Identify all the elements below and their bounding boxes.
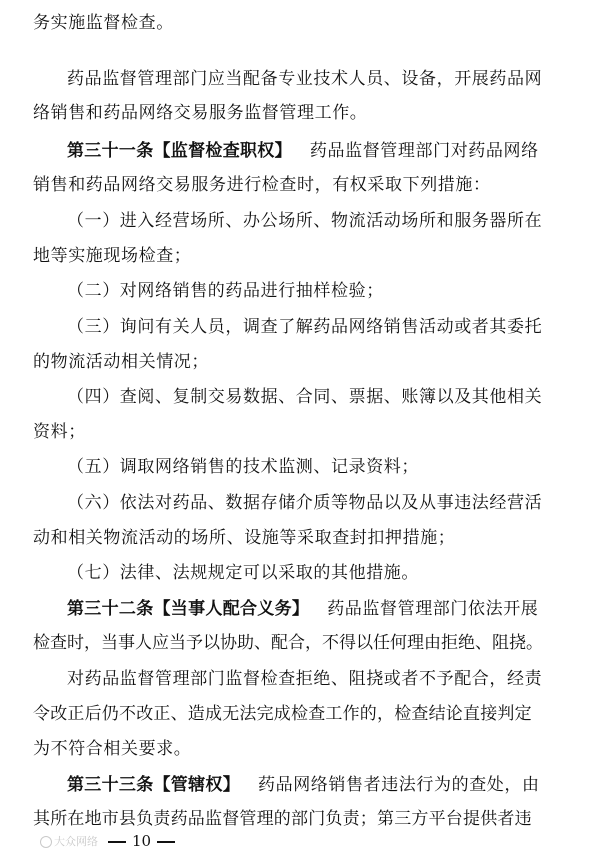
text-line: 络销售和药品网络交易服务监督管理工作。 — [33, 103, 368, 123]
watermark — [40, 829, 98, 855]
list-item: （七）法律、法规规定可以采取的其他措施。 — [67, 563, 419, 583]
article-31-heading — [0, 136, 539, 166]
text-line: 的物流活动相关情况； — [33, 352, 209, 372]
page-footer — [40, 828, 181, 854]
dash-left — [108, 841, 126, 843]
text-line: 令改正后仍不改正、造成无法完成检查工作的，检查结论直接判定 — [33, 704, 532, 724]
article-number: 第三十三条 — [67, 775, 154, 795]
watermark-icon — [40, 836, 52, 848]
text-line: 药品监督管理部门对药品网络 — [309, 141, 539, 161]
text-line: 药品监督管理部门依法开展 — [327, 599, 539, 619]
list-item: （五）调取网络销售的技术监测、记录资料； — [67, 457, 419, 477]
article-number: 第三十一条 — [67, 141, 154, 161]
article-title: 【管辖权】 — [153, 775, 240, 795]
text-line: 药品监督管理部门应当配备专业技术人员、设备，开展药品网 — [67, 69, 543, 89]
watermark-text: 大众网络 — [54, 835, 98, 848]
text-line: 务实施监督检查。 — [33, 13, 174, 33]
text-line: 检查时，当事人应当予以协助、配合，不得以任何理由拒绝、阻挠。 — [33, 633, 543, 653]
article-number: 第三十二条 — [67, 599, 154, 619]
article-33-heading — [0, 770, 540, 800]
text-line: 药品网络销售者违法行为的查处，由 — [258, 775, 540, 795]
text-line: 对药品监督管理部门监督检查拒绝、阻挠或者不予配合，经责 — [67, 669, 543, 689]
list-item: （二）对网络销售的药品进行抽样检验； — [67, 281, 384, 301]
list-item: （三）询问有关人员，调查了解药品网络销售活动或者其委托 — [67, 317, 543, 337]
article-32-heading — [0, 594, 538, 624]
list-item: （六）依法对药品、数据存储介质等物品以及从事违法经营活 — [67, 493, 543, 513]
text-line: 动和相关物流活动的场所、设施等采取查封扣押措施； — [33, 528, 456, 548]
list-item: （四）查阅、复制交易数据、合同、票据、账簿以及其他相关 — [67, 387, 543, 407]
page-number: 10 — [132, 832, 152, 850]
text-line: 为不符合相关要求。 — [33, 739, 192, 759]
text-line: 其所在地市县负责药品监督管理的部门负责；第三方平台提供者违 — [33, 809, 532, 829]
article-title: 【监督检查职权】 — [153, 141, 292, 161]
list-item: （一）进入经营场所、办公场所、物流活动场所和服务器所在 — [67, 211, 543, 231]
text-line: 资料； — [33, 422, 86, 442]
text-line: 地等实施现场检查； — [33, 246, 192, 266]
text-line: 销售和药品网络交易服务进行检查时，有权采取下列措施： — [33, 175, 491, 195]
article-title: 【当事人配合义务】 — [153, 599, 310, 619]
dash-right — [157, 841, 175, 843]
